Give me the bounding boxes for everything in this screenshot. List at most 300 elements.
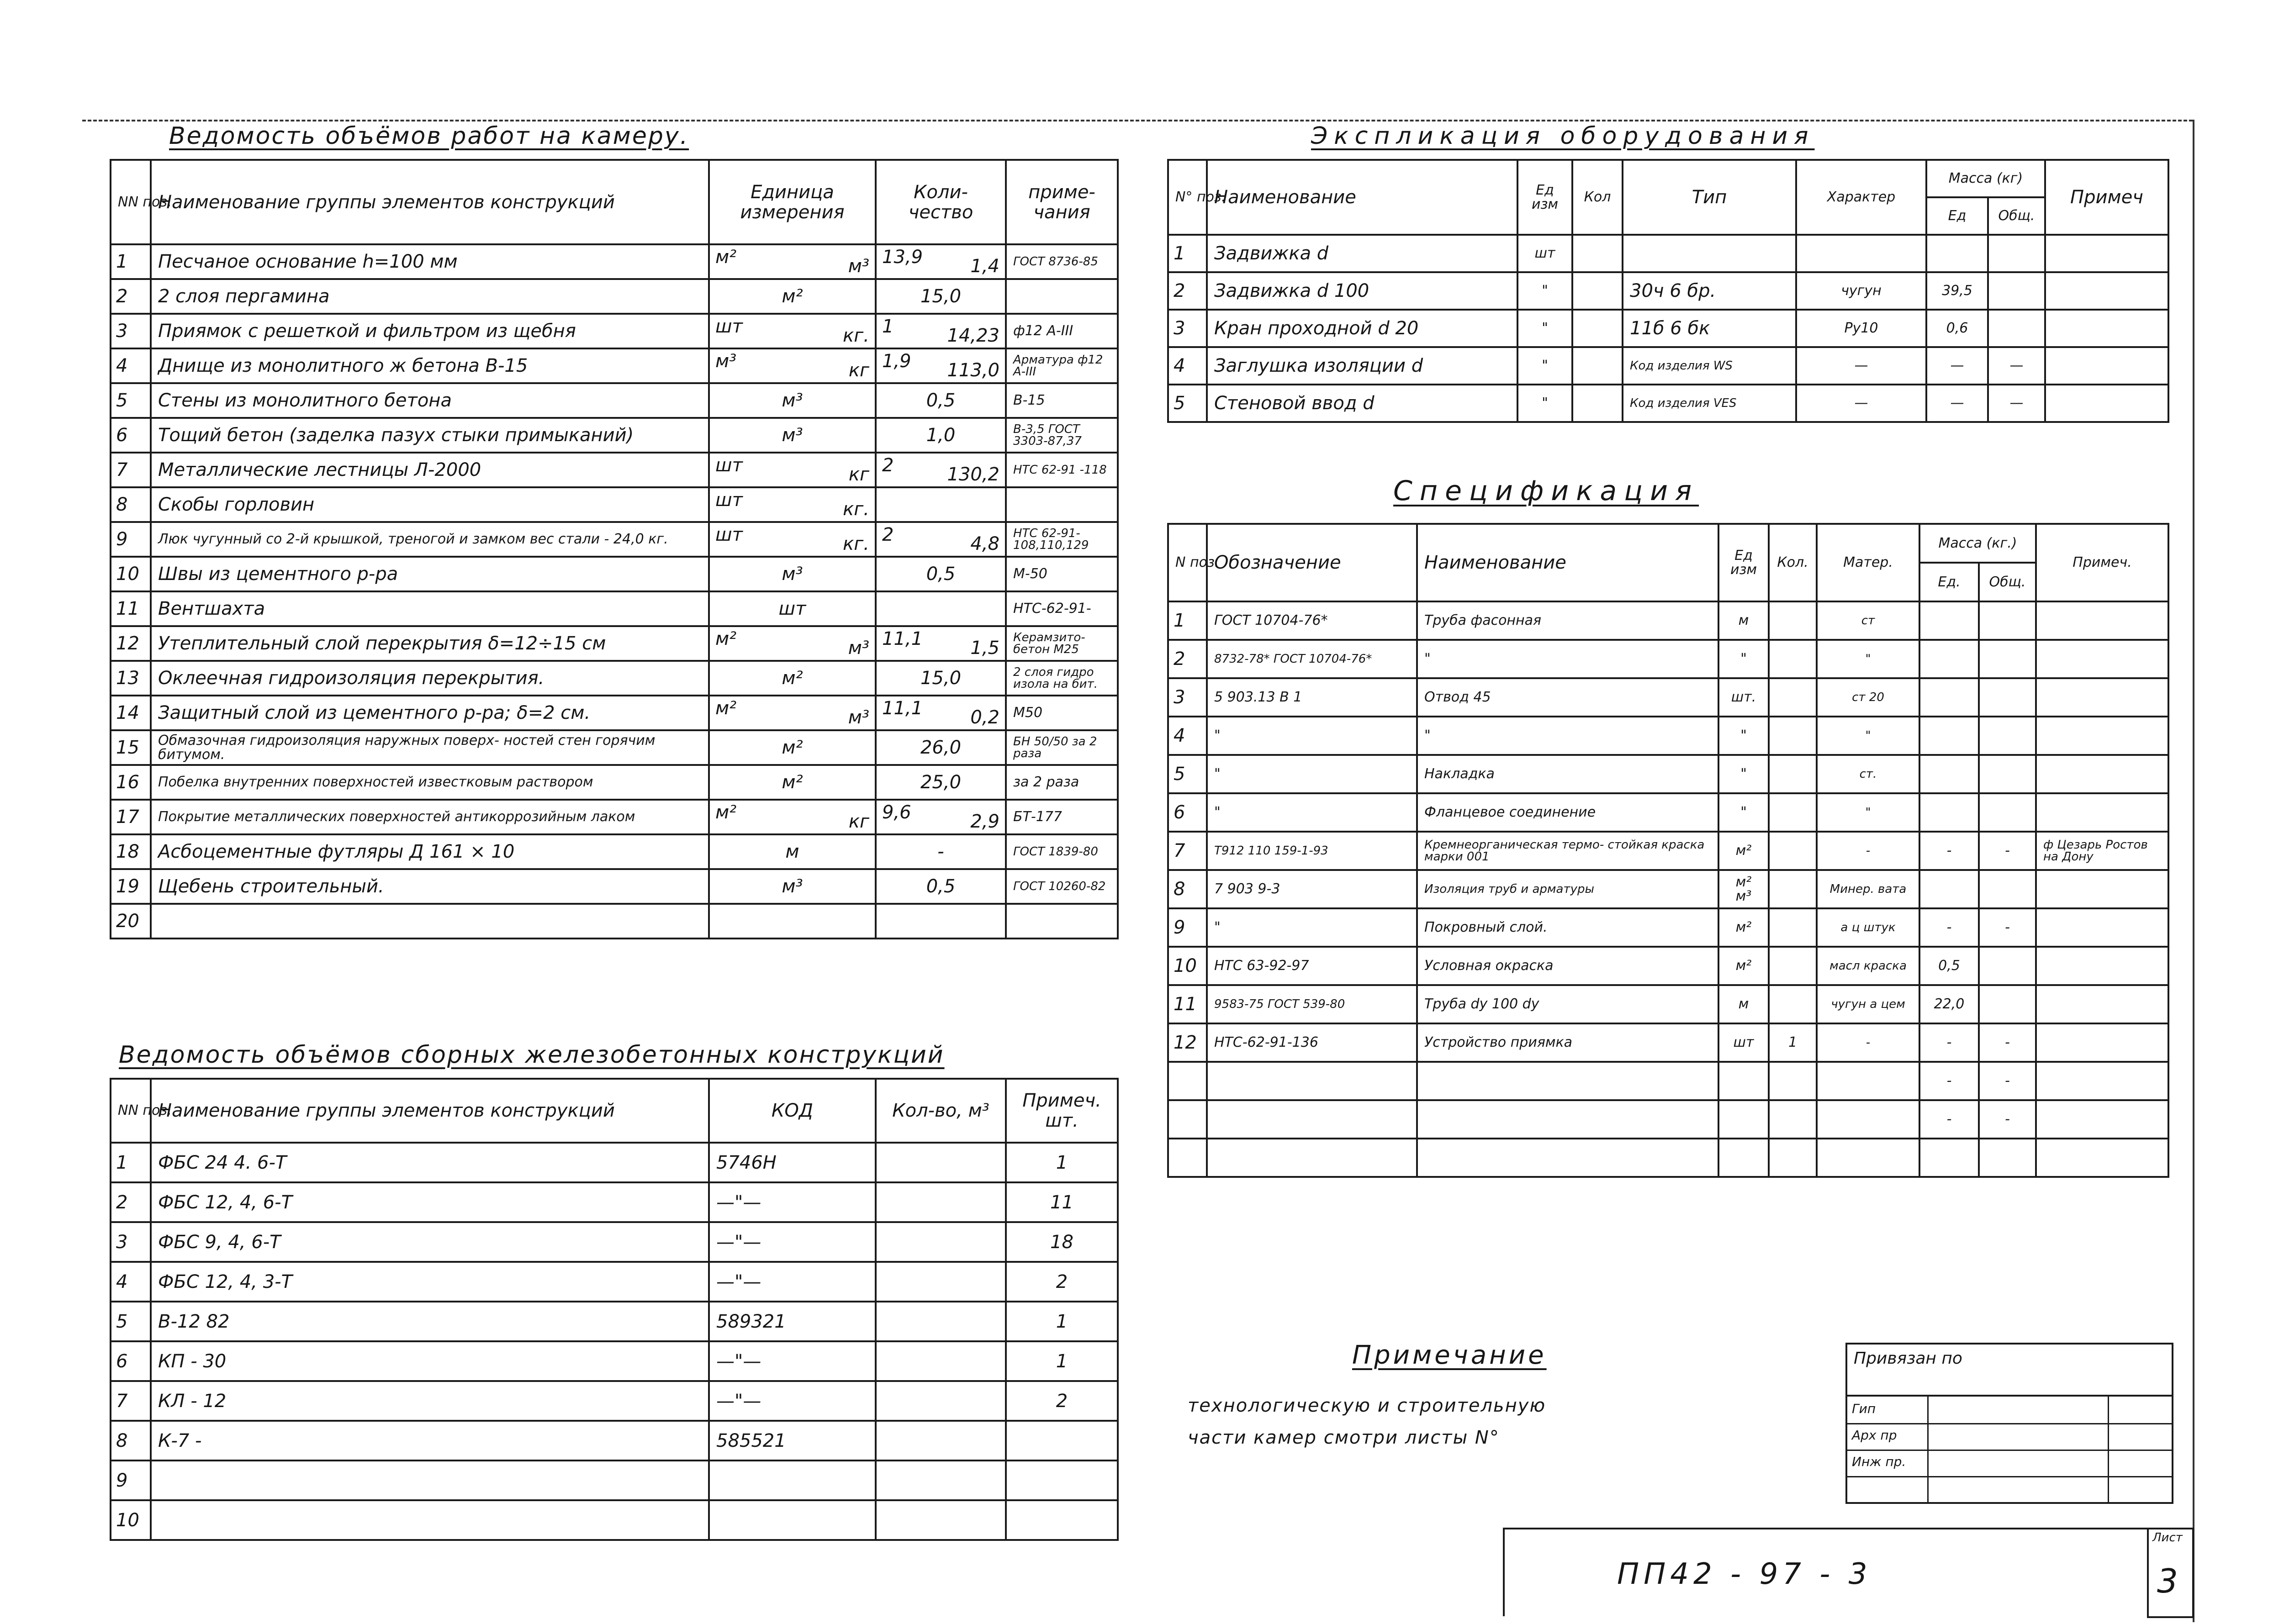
row-number: 13 bbox=[111, 661, 151, 696]
row-type: Код изделия WS bbox=[1623, 347, 1796, 385]
row-note bbox=[2036, 1100, 2168, 1139]
equipment-header-note: Примеч bbox=[2045, 160, 2168, 235]
row-note: НТС-62-91- bbox=[1006, 591, 1118, 626]
row-number: 5 bbox=[1168, 385, 1207, 422]
row-name: КЛ - 12 bbox=[151, 1381, 709, 1421]
row-mass-unit bbox=[1919, 1139, 1979, 1177]
row-number: 12 bbox=[1168, 1023, 1207, 1062]
volumes-header-num: NN поз. bbox=[111, 160, 151, 244]
row-unit bbox=[709, 314, 876, 348]
spec-table bbox=[1167, 523, 2169, 1178]
row-name bbox=[151, 1500, 709, 1540]
row-designation: " bbox=[1207, 908, 1417, 947]
row-unit-a: шт bbox=[715, 316, 743, 337]
stamp-row-label: Инж пр. bbox=[1852, 1454, 1906, 1469]
row-qty bbox=[876, 244, 1006, 279]
row-number: 11 bbox=[1168, 985, 1207, 1023]
row-name bbox=[1417, 1062, 1718, 1100]
row-char: — bbox=[1796, 347, 1926, 385]
row-unit: м³ bbox=[709, 557, 876, 591]
table-row bbox=[111, 1461, 1118, 1500]
row-name: ФБС 9, 4, 6-Т bbox=[151, 1222, 709, 1262]
spec-header-note: Примеч. bbox=[2036, 524, 2168, 601]
row-note bbox=[2036, 870, 2168, 908]
table-row bbox=[1168, 235, 2168, 272]
row-unit: м³ bbox=[709, 869, 876, 904]
row-mass-total: - bbox=[1979, 832, 2036, 870]
row-qty bbox=[876, 626, 1006, 661]
row-name: Стены из монолитного бетона bbox=[151, 383, 709, 418]
row-count bbox=[1769, 1062, 1817, 1100]
table-row bbox=[111, 244, 1118, 279]
row-char: — bbox=[1796, 385, 1926, 422]
row-number: 9 bbox=[111, 1461, 151, 1500]
table-row bbox=[1168, 755, 2168, 793]
row-name: К-7 - bbox=[151, 1421, 709, 1461]
row-mass-total bbox=[1979, 1139, 2036, 1177]
row-note bbox=[2045, 347, 2168, 385]
row-name: ФБС 12, 4, 3-Т bbox=[151, 1262, 709, 1302]
row-number: 3 bbox=[1168, 310, 1207, 347]
row-code: —"— bbox=[709, 1341, 876, 1381]
row-note: 1 bbox=[1006, 1341, 1118, 1381]
table-row bbox=[111, 626, 1118, 661]
row-unit bbox=[1718, 1100, 1769, 1139]
row-count bbox=[1769, 601, 1817, 640]
row-designation: НТС 63-92-97 bbox=[1207, 947, 1417, 985]
row-count bbox=[1572, 272, 1623, 310]
row-qty-a: 1,9 bbox=[882, 351, 911, 372]
row-note: ГОСТ 8736-85 bbox=[1006, 244, 1118, 279]
sheet-label: Лист bbox=[2152, 1531, 2183, 1545]
row-unit-b: кг. bbox=[843, 325, 869, 346]
row-qty bbox=[876, 1341, 1006, 1381]
row-qty: - bbox=[876, 834, 1006, 869]
row-designation: " bbox=[1207, 793, 1417, 832]
precast-header-qty: Кол-во, м³ bbox=[876, 1079, 1006, 1143]
row-name: Побелка внутренних поверхностей известковым раствором bbox=[151, 765, 709, 800]
row-name: Устройство приямка bbox=[1417, 1023, 1718, 1062]
row-count bbox=[1769, 832, 1817, 870]
table-row bbox=[1168, 908, 2168, 947]
row-number: 1 bbox=[111, 244, 151, 279]
row-qty bbox=[876, 348, 1006, 383]
table-row bbox=[111, 348, 1118, 383]
row-material: - bbox=[1817, 1023, 1919, 1062]
row-designation: 5 903.13 В 1 bbox=[1207, 678, 1417, 717]
stamp-row-label: Арх пр bbox=[1852, 1428, 1897, 1443]
row-unit-a: шт bbox=[715, 524, 743, 545]
row-note: 1 bbox=[1006, 1143, 1118, 1182]
equipment-table bbox=[1167, 159, 2169, 423]
spec-header-num: N поз. bbox=[1168, 524, 1207, 601]
row-name: Задвижка d bbox=[1207, 235, 1517, 272]
row-note: 1 bbox=[1006, 1302, 1118, 1341]
row-unit-b: кг bbox=[848, 464, 869, 485]
row-unit: м² bbox=[1718, 832, 1769, 870]
row-unit: шт bbox=[1517, 235, 1572, 272]
row-type: 11б 6 бк bbox=[1623, 310, 1796, 347]
row-material: ст bbox=[1817, 601, 1919, 640]
row-code bbox=[709, 1500, 876, 1540]
row-type: Код изделия VES bbox=[1623, 385, 1796, 422]
row-designation: " bbox=[1207, 717, 1417, 755]
row-designation: 8732-78* ГОСТ 10704-76* bbox=[1207, 640, 1417, 678]
row-note: ГОСТ 10260-82 bbox=[1006, 869, 1118, 904]
row-unit-a: шт bbox=[715, 455, 743, 476]
stamp-grid bbox=[1847, 1395, 2172, 1504]
row-number: 10 bbox=[111, 1500, 151, 1540]
row-number: 7 bbox=[111, 453, 151, 487]
table-row bbox=[1168, 1100, 2168, 1139]
row-name: " bbox=[1417, 717, 1718, 755]
row-type: 30ч 6 бр. bbox=[1623, 272, 1796, 310]
row-qty: 25,0 bbox=[876, 765, 1006, 800]
equipment-header-name: Наименование bbox=[1207, 160, 1517, 235]
row-code: —"— bbox=[709, 1262, 876, 1302]
row-char: чугун bbox=[1796, 272, 1926, 310]
spec-header-mat: Матер. bbox=[1817, 524, 1919, 601]
row-designation bbox=[1207, 1062, 1417, 1100]
row-name: Условная окраска bbox=[1417, 947, 1718, 985]
row-mass-total bbox=[1979, 678, 2036, 717]
row-number: 8 bbox=[111, 487, 151, 522]
row-unit: м³ bbox=[709, 383, 876, 418]
equipment-header-count: Кол bbox=[1572, 160, 1623, 235]
row-qty bbox=[876, 1500, 1006, 1540]
precast-header-name: Наименование группы элементов конструкций bbox=[151, 1079, 709, 1143]
table-row bbox=[1168, 985, 2168, 1023]
spec-header-mass: Масса (кг.) bbox=[1919, 524, 2036, 563]
row-note bbox=[2045, 310, 2168, 347]
note-title: Примечание bbox=[1352, 1340, 1547, 1370]
row-mass-unit: - bbox=[1919, 832, 1979, 870]
row-qty-a: 13,9 bbox=[882, 247, 923, 268]
binding-stamp bbox=[1845, 1343, 2173, 1504]
volumes-title: Ведомость объёмов работ на камеру. bbox=[169, 122, 689, 150]
row-number bbox=[1168, 1139, 1207, 1177]
volumes-header-name: Наименование группы элементов конструкций bbox=[151, 160, 709, 244]
row-unit bbox=[709, 800, 876, 834]
table-row bbox=[111, 696, 1118, 730]
row-unit: " bbox=[1718, 755, 1769, 793]
row-material bbox=[1817, 1062, 1919, 1100]
row-mass-total: - bbox=[1979, 1062, 2036, 1100]
row-note: Керамзито- бетон М25 bbox=[1006, 626, 1118, 661]
row-qty: 15,0 bbox=[876, 661, 1006, 696]
row-qty: 1,0 bbox=[876, 418, 1006, 453]
row-note: 11 bbox=[1006, 1182, 1118, 1222]
table-row bbox=[111, 869, 1118, 904]
table-row bbox=[1168, 385, 2168, 422]
table-row bbox=[111, 557, 1118, 591]
volumes-header-unit: Единица измерения bbox=[709, 160, 876, 244]
row-unit bbox=[709, 626, 876, 661]
row-qty bbox=[876, 1461, 1006, 1500]
row-mass-total bbox=[1979, 947, 2036, 985]
row-number: 7 bbox=[111, 1381, 151, 1421]
row-name: 2 слоя пергамина bbox=[151, 279, 709, 314]
row-mass-total bbox=[1979, 793, 2036, 832]
row-unit: м² bbox=[709, 765, 876, 800]
row-unit bbox=[709, 244, 876, 279]
row-note: ф12 А-III bbox=[1006, 314, 1118, 348]
row-name: Фланцевое соединение bbox=[1417, 793, 1718, 832]
row-name: Кран проходной d 20 bbox=[1207, 310, 1517, 347]
row-qty bbox=[876, 1182, 1006, 1222]
table-row bbox=[111, 1222, 1118, 1262]
row-number: 12 bbox=[111, 626, 151, 661]
table-row bbox=[111, 834, 1118, 869]
row-count bbox=[1769, 678, 1817, 717]
row-designation: 7 903 9-3 bbox=[1207, 870, 1417, 908]
row-note: 2 слоя гидро изола на бит. bbox=[1006, 661, 1118, 696]
note-line-1: технологическую и строительную bbox=[1188, 1395, 1546, 1416]
volumes-table bbox=[110, 159, 1119, 939]
table-row bbox=[111, 522, 1118, 557]
row-material: чугун а цем bbox=[1817, 985, 1919, 1023]
row-mass-unit bbox=[1919, 678, 1979, 717]
row-note bbox=[2036, 601, 2168, 640]
row-number: 2 bbox=[111, 1182, 151, 1222]
row-note bbox=[1006, 1461, 1118, 1500]
row-unit: м bbox=[1718, 985, 1769, 1023]
row-name: Люк чугунный со 2-й крышкой, треногой и замком вес стали - 24,0 кг. bbox=[151, 522, 709, 557]
row-note: за 2 раза bbox=[1006, 765, 1118, 800]
row-name: Днище из монолитного ж бетона В-15 bbox=[151, 348, 709, 383]
row-qty-b: 1,5 bbox=[970, 638, 999, 659]
row-count bbox=[1572, 347, 1623, 385]
row-unit: шт. bbox=[1718, 678, 1769, 717]
row-count bbox=[1572, 235, 1623, 272]
equipment-title: Экспликация оборудования bbox=[1311, 122, 1815, 150]
row-unit-b: м³ bbox=[848, 638, 869, 659]
stamp-row-2 bbox=[1847, 1423, 2172, 1451]
row-count bbox=[1769, 640, 1817, 678]
row-number: 9 bbox=[111, 522, 151, 557]
row-material bbox=[1817, 1139, 1919, 1177]
row-designation bbox=[1207, 1139, 1417, 1177]
stamp-col-line bbox=[2108, 1397, 2109, 1504]
row-mass-unit: — bbox=[1926, 347, 1988, 385]
row-name: Утеплительный слой перекрытия δ=12÷15 см bbox=[151, 626, 709, 661]
row-number: 3 bbox=[1168, 678, 1207, 717]
row-count bbox=[1572, 310, 1623, 347]
row-material: - bbox=[1817, 832, 1919, 870]
row-number: 2 bbox=[111, 279, 151, 314]
equipment-header-num: N° поз. bbox=[1168, 160, 1207, 235]
row-name: Покровный слой. bbox=[1417, 908, 1718, 947]
row-name: Защитный слой из цементного р-ра; δ=2 см. bbox=[151, 696, 709, 730]
table-row bbox=[111, 591, 1118, 626]
equipment-header-char: Характер bbox=[1796, 160, 1926, 235]
row-number bbox=[1168, 1100, 1207, 1139]
row-name: Труба фасонная bbox=[1417, 601, 1718, 640]
row-name bbox=[1417, 1100, 1718, 1139]
document-code: ПП42 - 97 - 3 bbox=[1617, 1557, 1872, 1591]
row-number: 5 bbox=[111, 383, 151, 418]
row-qty bbox=[876, 1421, 1006, 1461]
row-material: ст 20 bbox=[1817, 678, 1919, 717]
table-row bbox=[1168, 870, 2168, 908]
row-name: Кремнеорганическая термо- стойкая краска марки 001 bbox=[1417, 832, 1718, 870]
row-qty bbox=[876, 1222, 1006, 1262]
row-number: 18 bbox=[111, 834, 151, 869]
row-number: 20 bbox=[111, 904, 151, 939]
precast-header-note: Примеч. шт. bbox=[1006, 1079, 1118, 1143]
row-number: 4 bbox=[1168, 717, 1207, 755]
row-unit: м³ bbox=[709, 418, 876, 453]
equipment-header-mass-unit: Ед bbox=[1926, 197, 1988, 235]
row-mass-total bbox=[1979, 717, 2036, 755]
row-unit-b: кг bbox=[848, 360, 869, 381]
row-unit-a: м² bbox=[715, 698, 737, 719]
stamp-bound-label: Привязан по bbox=[1854, 1349, 1962, 1368]
table-row bbox=[111, 800, 1118, 834]
row-qty-b: 1,4 bbox=[970, 256, 999, 277]
row-name: Стеновой ввод d bbox=[1207, 385, 1517, 422]
row-number: 11 bbox=[111, 591, 151, 626]
row-material: масл краска bbox=[1817, 947, 1919, 985]
row-name: Труба dy 100 dy bbox=[1417, 985, 1718, 1023]
row-qty bbox=[876, 1302, 1006, 1341]
row-qty-a: 2 bbox=[882, 455, 894, 476]
row-note: Арматура ф12 А-III bbox=[1006, 348, 1118, 383]
row-mass-total: - bbox=[1979, 908, 2036, 947]
row-unit: м bbox=[1718, 601, 1769, 640]
row-name: Тощий бетон (заделка пазух стыки примыканий) bbox=[151, 418, 709, 453]
row-number: 2 bbox=[1168, 272, 1207, 310]
row-number: 4 bbox=[111, 1262, 151, 1302]
row-qty bbox=[876, 1262, 1006, 1302]
row-name: Оклеечная гидроизоляция перекрытия. bbox=[151, 661, 709, 696]
row-mass-unit bbox=[1926, 235, 1988, 272]
spec-header-mass-unit: Ед. bbox=[1919, 563, 1979, 601]
row-name: " bbox=[1417, 640, 1718, 678]
row-number: 10 bbox=[111, 557, 151, 591]
frame-right-line bbox=[2193, 120, 2194, 1622]
row-mass-unit: 22,0 bbox=[1919, 985, 1979, 1023]
precast-header-code: КОД bbox=[709, 1079, 876, 1143]
table-row bbox=[1168, 793, 2168, 832]
volumes-header-note: приме-чания bbox=[1006, 160, 1118, 244]
row-count bbox=[1769, 1139, 1817, 1177]
table-row bbox=[1168, 947, 2168, 985]
row-name: Изоляция труб и арматуры bbox=[1417, 870, 1718, 908]
row-char: Ру10 bbox=[1796, 310, 1926, 347]
row-mass-total: - bbox=[1979, 1023, 2036, 1062]
row-number: 16 bbox=[111, 765, 151, 800]
row-number: 4 bbox=[1168, 347, 1207, 385]
row-unit-a: м³ bbox=[715, 351, 737, 372]
row-name: Задвижка d 100 bbox=[1207, 272, 1517, 310]
row-mass-unit bbox=[1919, 717, 1979, 755]
row-number: 1 bbox=[111, 1143, 151, 1182]
row-mass-unit: 0,6 bbox=[1926, 310, 1988, 347]
row-note bbox=[2045, 235, 2168, 272]
equipment-header-unit: Ед изм bbox=[1517, 160, 1572, 235]
row-mass-unit bbox=[1919, 870, 1979, 908]
row-note bbox=[2036, 793, 2168, 832]
row-mass-total: — bbox=[1988, 385, 2045, 422]
row-number: 6 bbox=[1168, 793, 1207, 832]
row-number bbox=[1168, 1062, 1207, 1100]
table-row bbox=[111, 1143, 1118, 1182]
row-unit: " bbox=[1718, 793, 1769, 832]
row-note bbox=[2036, 640, 2168, 678]
row-unit: м² bbox=[709, 279, 876, 314]
row-name bbox=[151, 904, 709, 939]
row-count bbox=[1769, 908, 1817, 947]
row-note: ГОСТ 1839-80 bbox=[1006, 834, 1118, 869]
row-unit-a: шт bbox=[715, 490, 743, 511]
row-unit bbox=[709, 696, 876, 730]
row-qty bbox=[876, 314, 1006, 348]
row-qty bbox=[876, 487, 1006, 522]
row-count bbox=[1769, 1100, 1817, 1139]
row-note bbox=[1006, 279, 1118, 314]
row-unit bbox=[709, 487, 876, 522]
table-row bbox=[111, 904, 1118, 939]
row-material: ст. bbox=[1817, 755, 1919, 793]
row-note: В-3,5 ГОСТ 3303-87,37 bbox=[1006, 418, 1118, 453]
row-number: 6 bbox=[111, 1341, 151, 1381]
row-qty-a: 11,1 bbox=[882, 698, 923, 719]
row-unit: м bbox=[709, 834, 876, 869]
row-note bbox=[2036, 1062, 2168, 1100]
row-unit-b: кг bbox=[848, 811, 869, 832]
table-row bbox=[111, 730, 1118, 765]
row-mass-total bbox=[1979, 870, 2036, 908]
row-unit: " bbox=[1517, 385, 1572, 422]
table-row bbox=[111, 1341, 1118, 1381]
row-mass-total bbox=[1979, 601, 2036, 640]
row-mass-unit: - bbox=[1919, 1023, 1979, 1062]
table-row bbox=[1168, 717, 2168, 755]
row-name: В-12 82 bbox=[151, 1302, 709, 1341]
row-name: Металлические лестницы Л-2000 bbox=[151, 453, 709, 487]
row-material bbox=[1817, 1100, 1919, 1139]
row-type bbox=[1623, 235, 1796, 272]
table-row bbox=[111, 487, 1118, 522]
table-row bbox=[111, 314, 1118, 348]
row-number: 1 bbox=[1168, 235, 1207, 272]
row-note: НТС 62-91 -118 bbox=[1006, 453, 1118, 487]
row-count bbox=[1769, 755, 1817, 793]
note-line-2: части камер смотри листы N° bbox=[1188, 1427, 1500, 1448]
equipment-header-mass-total: Общ. bbox=[1988, 197, 2045, 235]
sheet-number: 3 bbox=[2157, 1562, 2178, 1600]
row-number: 5 bbox=[111, 1302, 151, 1341]
row-name: Щебень строительный. bbox=[151, 869, 709, 904]
row-mass-total bbox=[1979, 985, 2036, 1023]
row-count bbox=[1769, 717, 1817, 755]
row-note bbox=[2036, 717, 2168, 755]
row-number: 1 bbox=[1168, 601, 1207, 640]
row-qty bbox=[876, 453, 1006, 487]
row-count bbox=[1769, 793, 1817, 832]
row-designation: ГОСТ 10704-76* bbox=[1207, 601, 1417, 640]
row-qty bbox=[876, 1381, 1006, 1421]
stamp-col-line bbox=[1927, 1397, 1929, 1504]
spec-header-unit: Ед изм bbox=[1718, 524, 1769, 601]
table-row bbox=[111, 453, 1118, 487]
table-row bbox=[111, 661, 1118, 696]
row-count bbox=[1769, 870, 1817, 908]
table-row bbox=[1168, 1023, 2168, 1062]
row-mass-total: — bbox=[1988, 347, 2045, 385]
table-row bbox=[1168, 640, 2168, 678]
